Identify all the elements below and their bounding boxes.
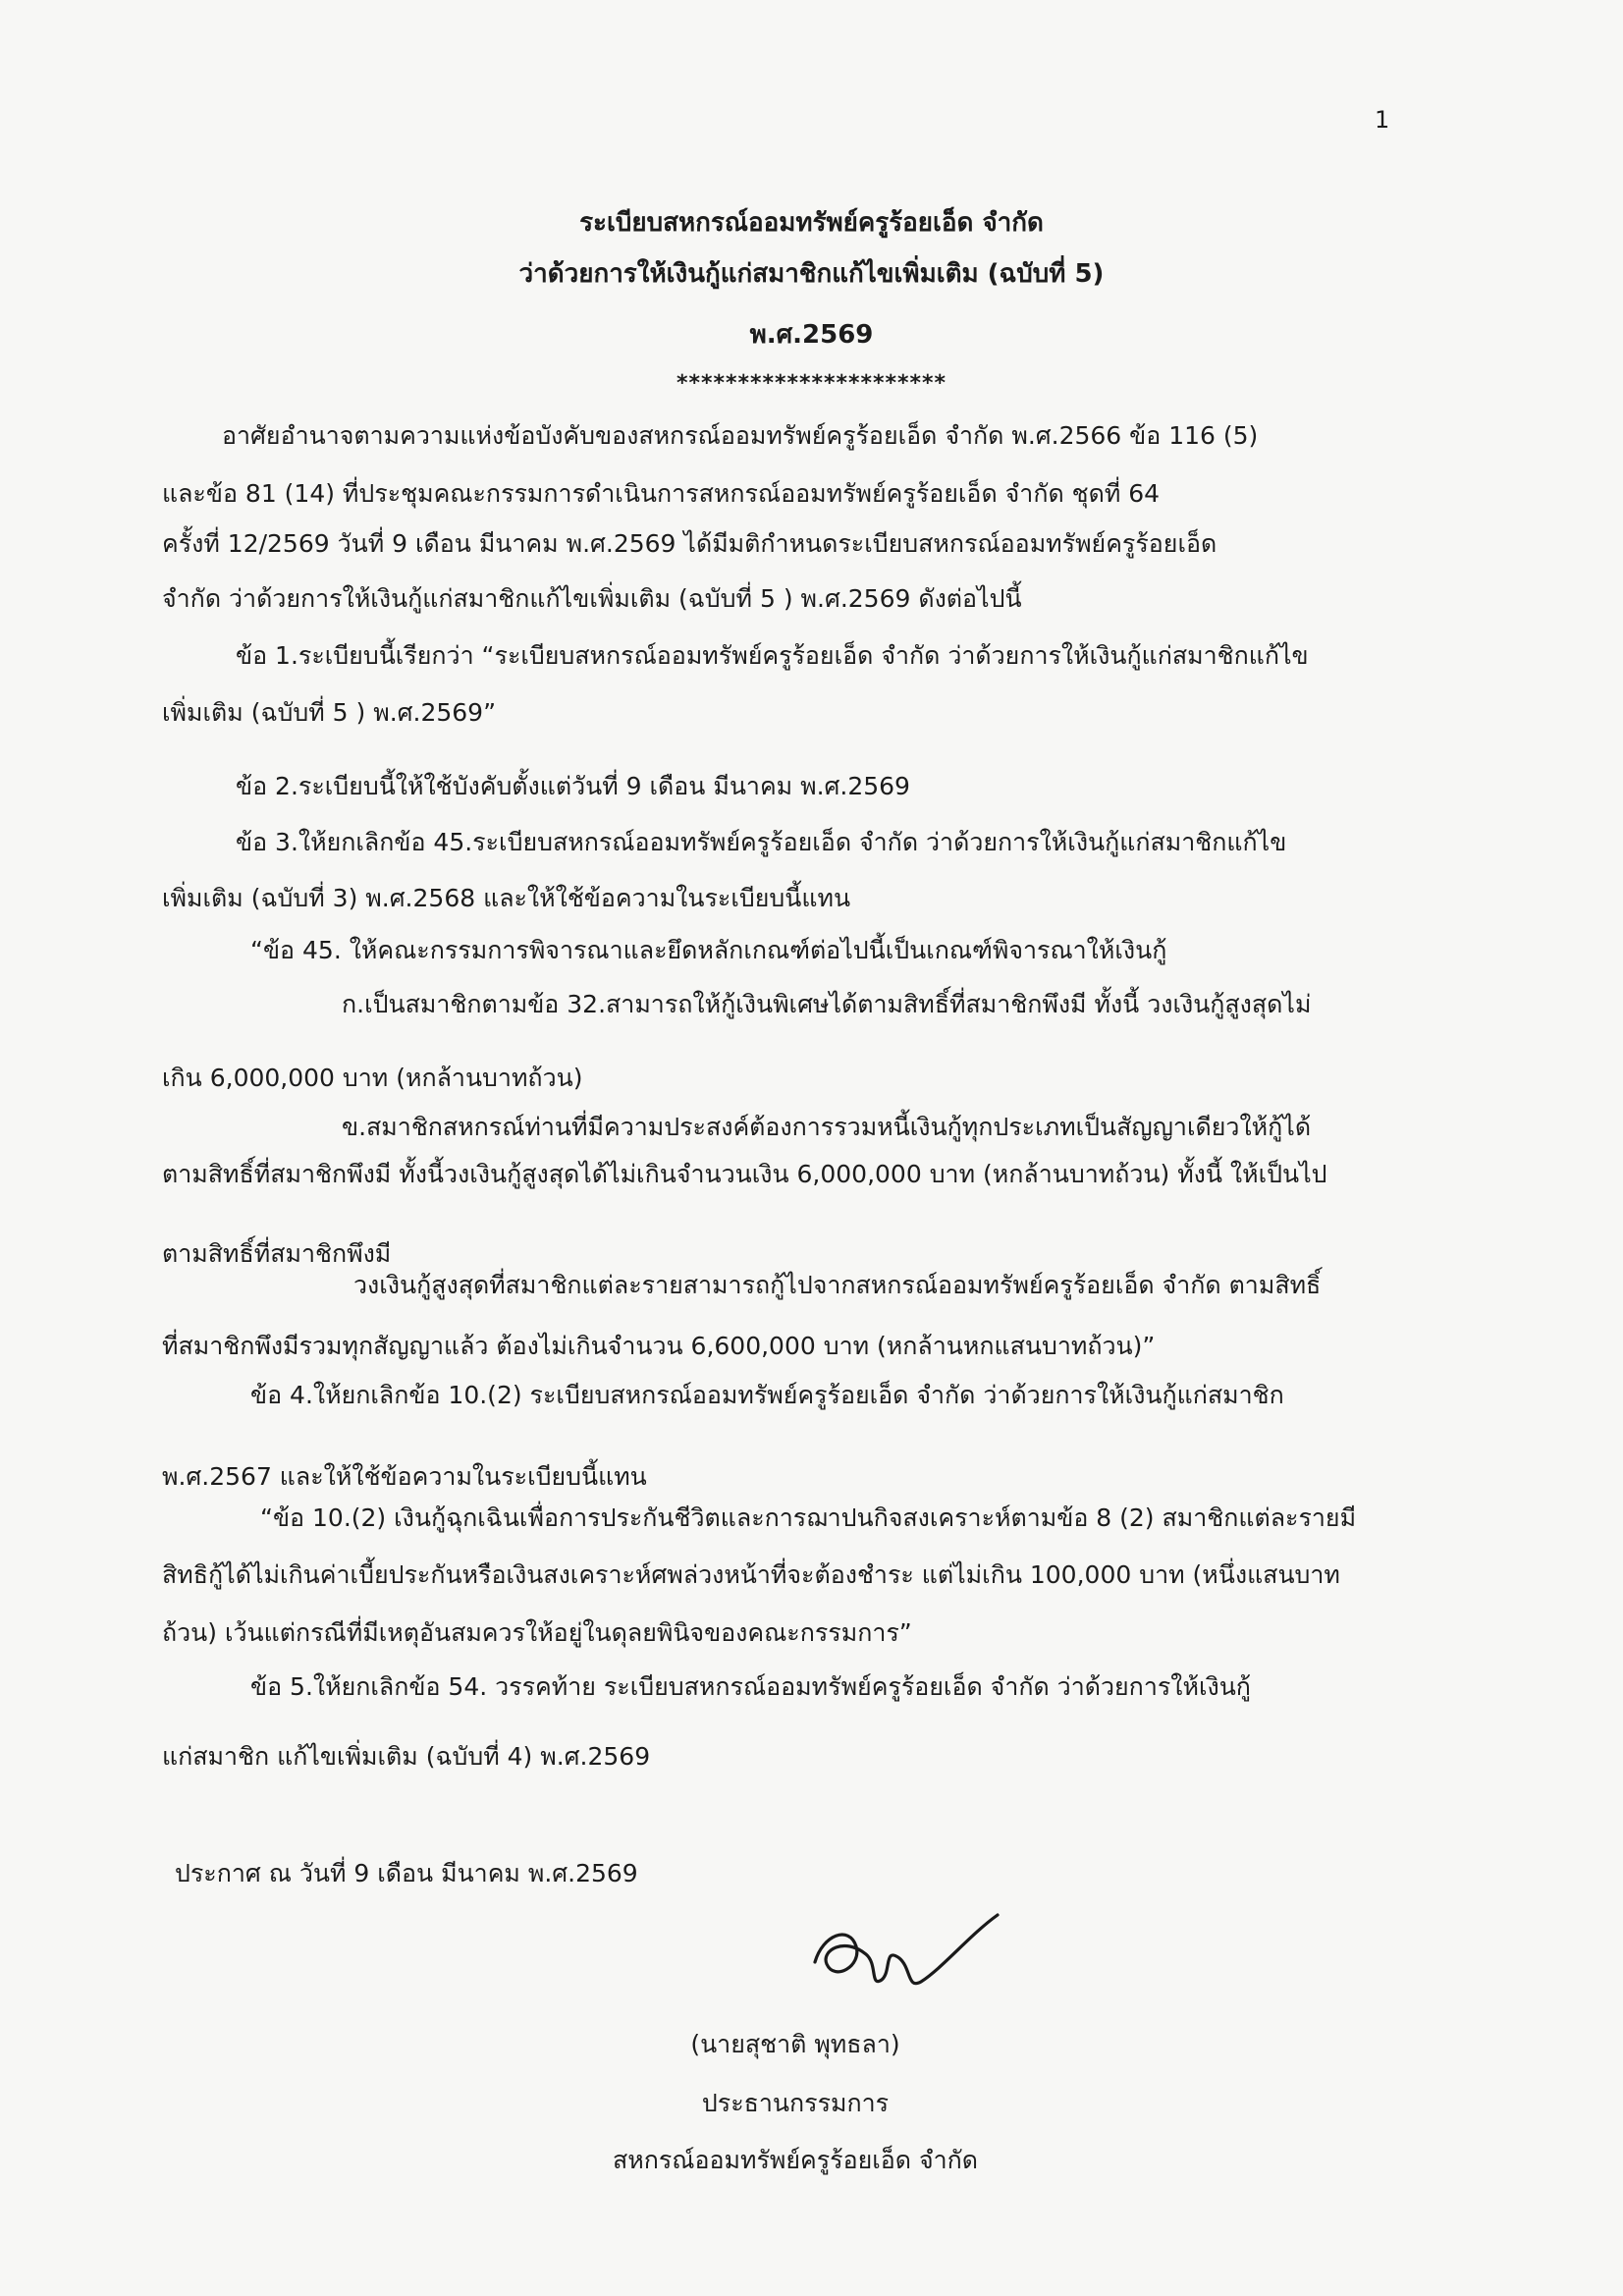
body-line: วงเงินกู้สูงสุดที่สมาชิกแต่ละรายสามารถกู้ไปจากสหกรณ์ออมทรัพย์ครูร้อยเอ็ด จำกัด ตามสิทธิ์	[353, 1271, 1322, 1299]
body-line: จำกัด ว่าด้วยการให้เงินกู้แก่สมาชิกแก้ไขเพิ่มเติม (ฉบับที่ 5 ) พ.ศ.2569 ดังต่อไปนี้	[162, 584, 1022, 613]
body-line: “ข้อ 10.(2) เงินกู้ฉุกเฉินเพื่อการประกันชีวิตและการฌาปนกิจสงเคราะห์ตามข้อ 8 (2) สมาชิกแต่ละรายมี	[260, 1503, 1357, 1532]
body-line: ข้อ 1.ระเบียบนี้เรียกว่า “ระเบียบสหกรณ์ออมทรัพย์ครูร้อยเอ็ด จำกัด ว่าด้วยการให้เงินกู้แก่สมาชิกแก้ไข	[236, 641, 1309, 670]
body-line: ตามสิทธิ์ที่สมาชิกพึงมี	[162, 1239, 392, 1268]
document-title-line-1: ระเบียบสหกรณ์ออมทรัพย์ครูร้อยเอ็ด จำกัด	[579, 208, 1044, 238]
body-line: แก่สมาชิก แก้ไขเพิ่มเติม (ฉบับที่ 4) พ.ศ.2569	[162, 1742, 651, 1771]
title-separator: **********************	[676, 371, 947, 396]
handwritten-signature	[805, 1886, 1001, 2013]
signatory-organization: สหกรณ์ออมทรัพย์ครูร้อยเอ็ด จำกัด	[612, 2146, 979, 2174]
body-line: ถ้วน) เว้นแต่กรณีที่มีเหตุอันสมควรให้อยู่ในดุลยพินิจของคณะกรรมการ”	[162, 1618, 912, 1647]
body-line: ข.สมาชิกสหกรณ์ท่านที่มีความประสงค์ต้องการรวมหนี้เงินกู้ทุกประเภทเป็นสัญญาเดียวให้กู้ได้	[342, 1113, 1312, 1141]
signatory-position: ประธานกรรมการ	[701, 2089, 890, 2117]
signatory-name: (นายสุชาติ พุทธลา)	[690, 2030, 900, 2058]
body-line: ตามสิทธิ์ที่สมาชิกพึงมี ทั้งนี้วงเงินกู้สูงสุดได้ไม่เกินจำนวนเงิน 6,000,000 บาท (หกล้านบาทถ้วน) ทั้งนี้ ให้เป็นไป	[162, 1160, 1327, 1188]
document-title-line-2: ว่าด้วยการให้เงินกู้แก่สมาชิกแก้ไขเพิ่มเติม (ฉบับที่ 5)	[518, 259, 1105, 289]
body-line: ที่สมาชิกพึงมีรวมทุกสัญญาแล้ว ต้องไม่เกินจำนวน 6,600,000 บาท (หกล้านหกแสนบาทถ้วน)”	[162, 1332, 1156, 1360]
body-line: ข้อ 5.ให้ยกเลิกข้อ 54. วรรคท้าย ระเบียบสหกรณ์ออมทรัพย์ครูร้อยเอ็ด จำกัด ว่าด้วยการให้เงินกู้	[250, 1672, 1251, 1701]
body-line: พ.ศ.2567 และให้ใช้ข้อความในระเบียบนี้แทน	[162, 1462, 647, 1491]
body-line: ข้อ 4.ให้ยกเลิกข้อ 10.(2) ระเบียบสหกรณ์ออมทรัพย์ครูร้อยเอ็ด จำกัด ว่าด้วยการให้เงินกู้แก่สมาชิก	[250, 1381, 1284, 1409]
body-line: “ข้อ 45. ให้คณะกรรมการพิจารณาและยึดหลักเกณฑ์ต่อไปนี้เป็นเกณฑ์พิจารณาให้เงินกู้	[250, 936, 1167, 964]
body-line: ครั้งที่ 12/2569 วันที่ 9 เดือน มีนาคม พ.ศ.2569 ได้มีมติกำหนดระเบียบสหกรณ์ออมทรัพย์ครูร้อยเอ็ด	[162, 529, 1217, 558]
body-line: สิทธิกู้ได้ไม่เกินค่าเบี้ยประกันหรือเงินสงเคราะห์ศพล่วงหน้าที่จะต้องชำระ แต่ไม่เกิน 100,000 บาท (หนึ่งแสนบาท	[162, 1560, 1340, 1589]
body-line: เพิ่มเติม (ฉบับที่ 3) พ.ศ.2568 และให้ใช้ข้อความในระเบียบนี้แทน	[162, 884, 851, 912]
body-line: อาศัยอำนาจตามความแห่งข้อบังคับของสหกรณ์ออมทรัพย์ครูร้อยเอ็ด จำกัด พ.ศ.2566 ข้อ 116 (5)	[222, 421, 1259, 450]
page-number: 1	[1375, 106, 1390, 134]
body-line: เกิน 6,000,000 บาท (หกล้านบาทถ้วน)	[162, 1064, 583, 1092]
document-title-line-3: พ.ศ.2569	[749, 320, 874, 350]
body-line: และข้อ 81 (14) ที่ประชุมคณะกรรมการดำเนินการสหกรณ์ออมทรัพย์ครูร้อยเอ็ด จำกัด ชุดที่ 64	[162, 479, 1161, 508]
announcement-date: ประกาศ ณ วันที่ 9 เดือน มีนาคม พ.ศ.2569	[175, 1859, 638, 1887]
body-line: ข้อ 3.ให้ยกเลิกข้อ 45.ระเบียบสหกรณ์ออมทรัพย์ครูร้อยเอ็ด จำกัด ว่าด้วยการให้เงินกู้แก่สมาชิกแก้ไข	[236, 828, 1287, 856]
body-line: ก.เป็นสมาชิกตามข้อ 32.สามารถให้กู้เงินพิเศษได้ตามสิทธิ์ที่สมาชิกพึงมี ทั้งนี้ วงเงินกู้สูงสุดไม่	[342, 990, 1312, 1018]
body-line: เพิ่มเติม (ฉบับที่ 5 ) พ.ศ.2569”	[162, 698, 497, 727]
body-line: ข้อ 2.ระเบียบนี้ให้ใช้บังคับตั้งแต่วันที่ 9 เดือน มีนาคม พ.ศ.2569	[236, 772, 910, 800]
